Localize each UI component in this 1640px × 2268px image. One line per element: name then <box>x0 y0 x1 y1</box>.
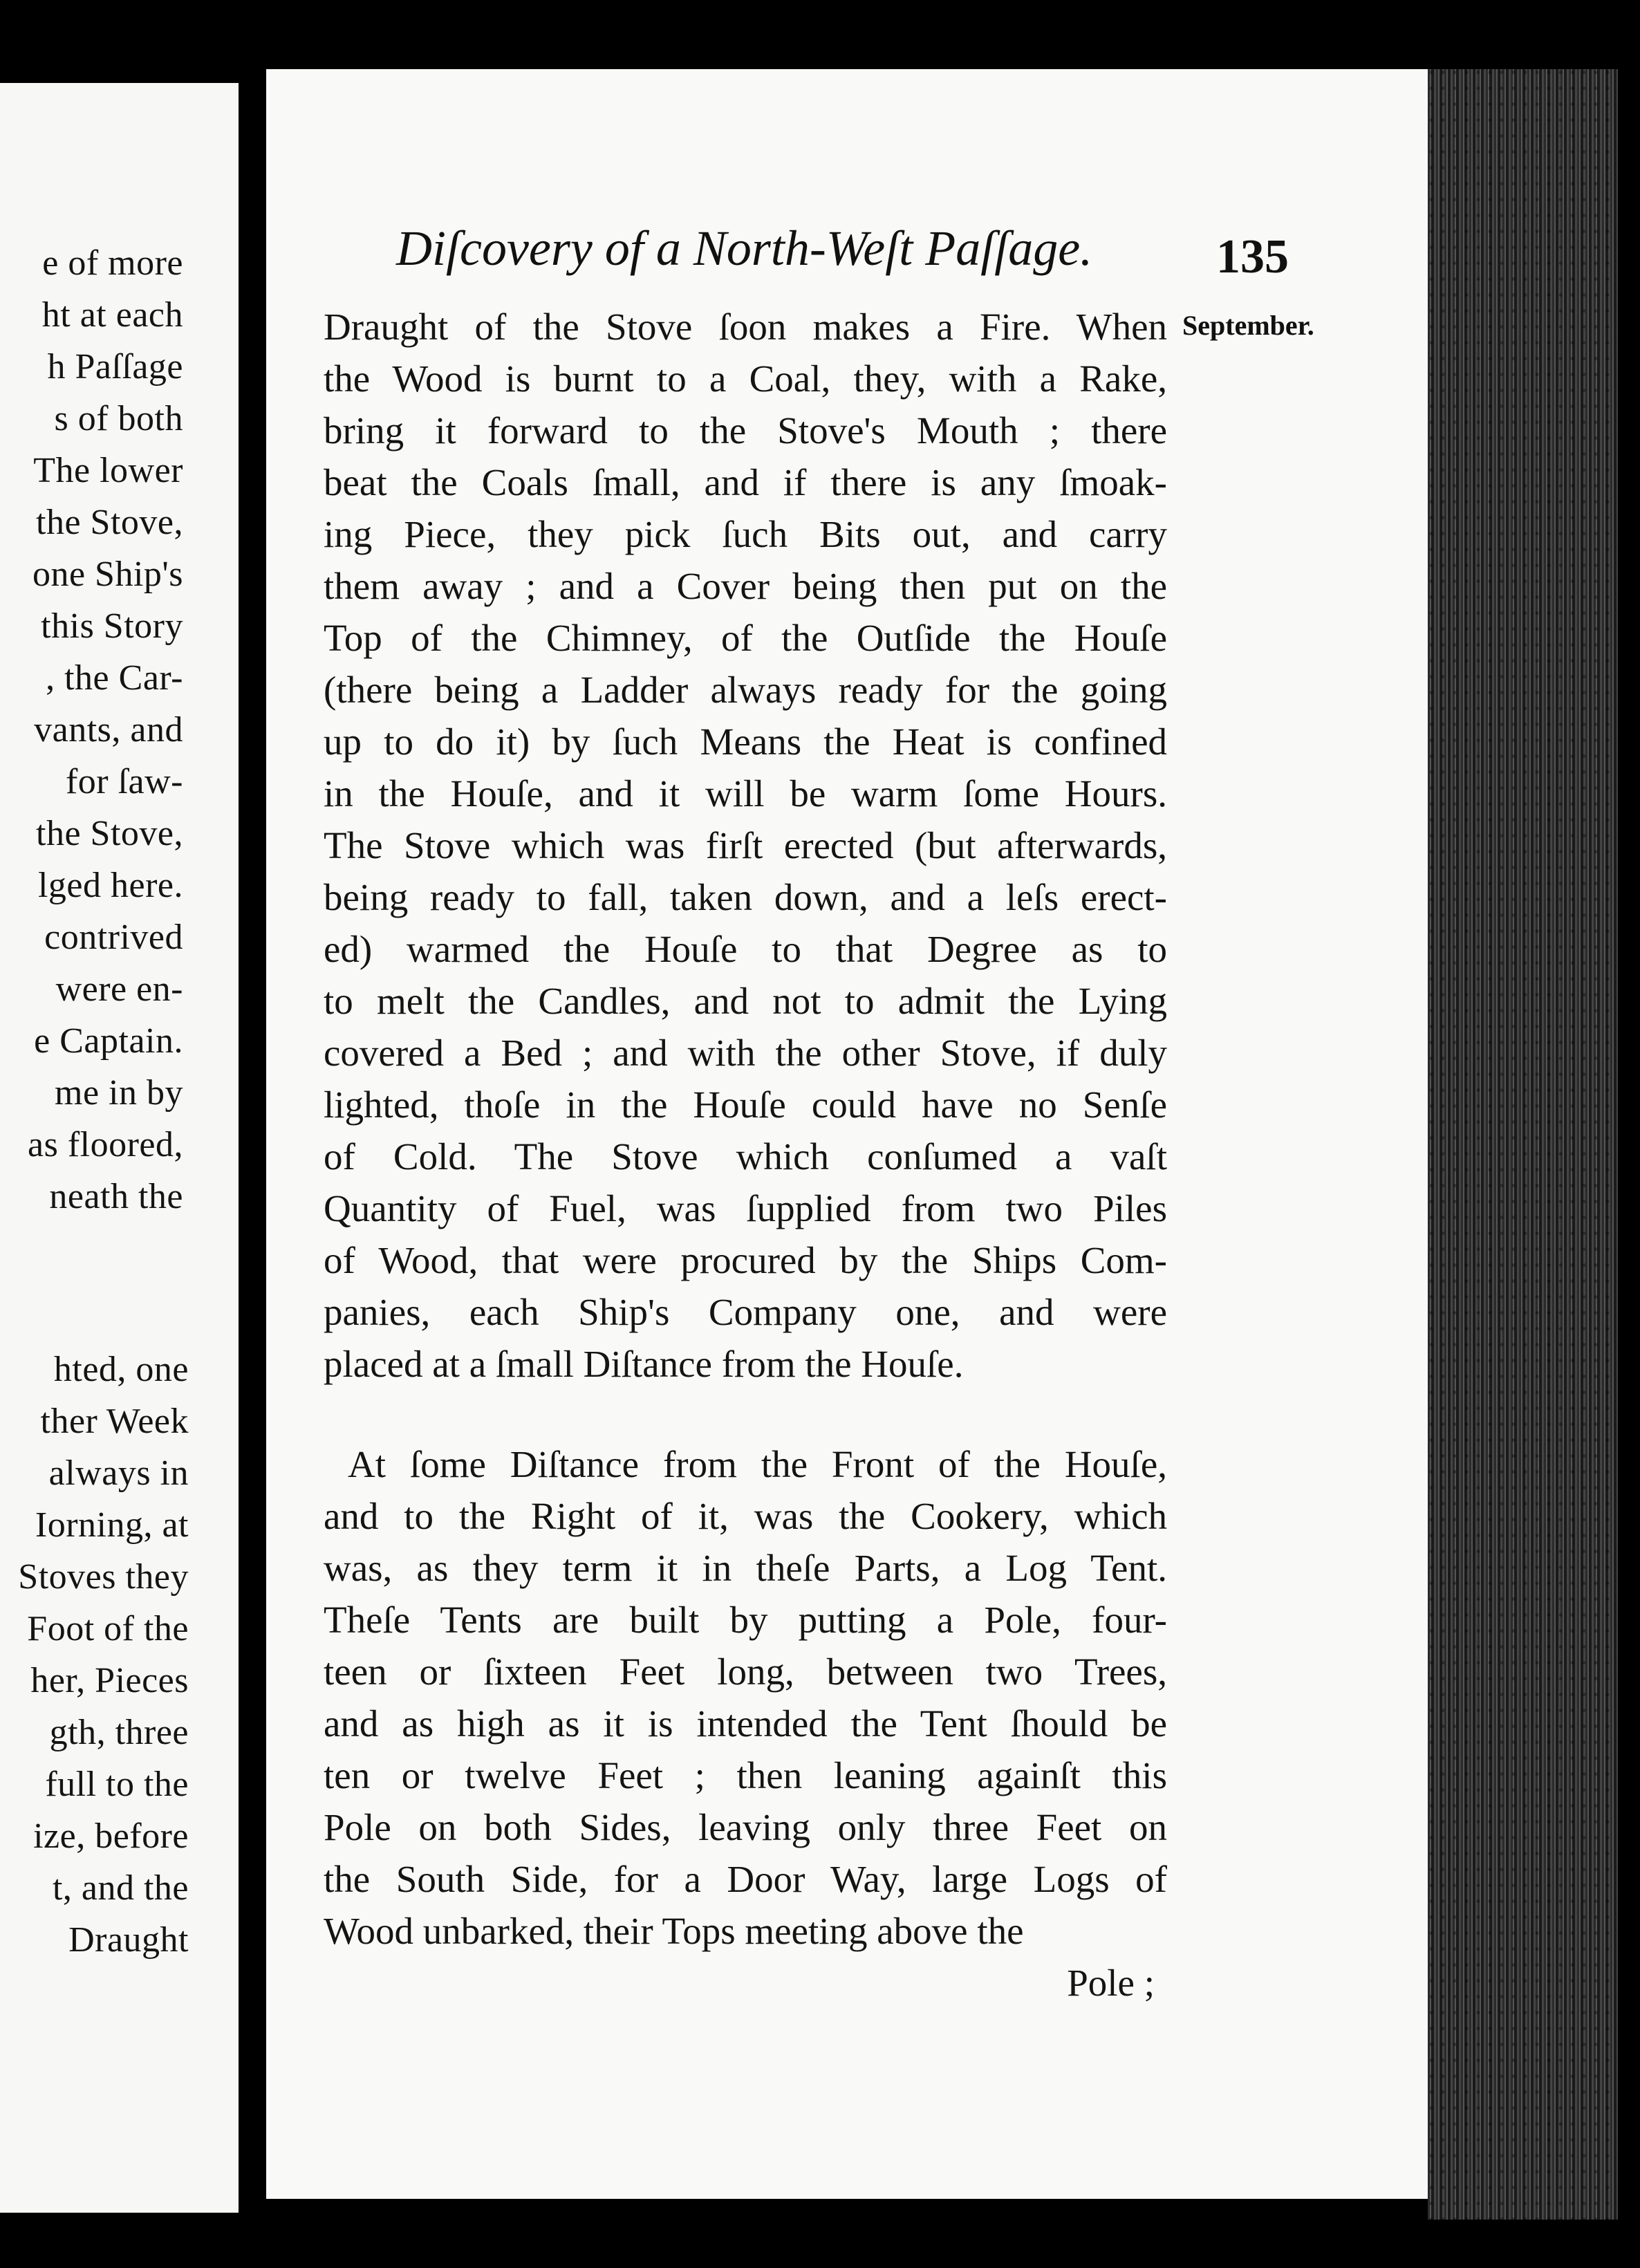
text-line: Quantity of Fuel, was ſupplied from two Piles <box>324 1187 1167 1229</box>
text-line: lighted, thoſe in the Houſe could have no Senſe <box>324 1084 1167 1126</box>
text-line: ing Piece, they pick ſuch Bits out, and carry <box>324 513 1167 555</box>
text-line: being ready to fall, taken down, and a leſs erect- <box>324 876 1167 918</box>
left-page-line-fragment: , the Car- <box>46 658 183 698</box>
text-line: teen or ſixteen Feet long, between two Trees, <box>324 1651 1167 1693</box>
text-line: Draught of the Stove ſoon makes a Fire. When <box>324 306 1167 348</box>
left-page-line-fragment: s of both <box>54 399 183 438</box>
text-line: them away ; and a Cover being then put on the <box>324 565 1167 607</box>
left-facing-page <box>0 83 239 2213</box>
left-page-line-fragment: neath the <box>49 1177 183 1216</box>
left-page-line-fragment: as floored, <box>28 1125 183 1164</box>
left-page-line-fragment: e Captain. <box>34 1021 183 1061</box>
left-page-line-fragment: this Story <box>41 606 183 646</box>
text-line: panies, each Ship's Company one, and were <box>324 1291 1167 1333</box>
left-page-line-fragment: Draught <box>68 1920 189 1960</box>
page-edges <box>1428 69 1618 2220</box>
page-number: 135 <box>1216 230 1289 284</box>
left-page-line-fragment: one Ship's <box>32 555 183 594</box>
left-page-line-fragment: contrived <box>44 918 183 957</box>
left-page-line-fragment: the Stove, <box>36 814 183 853</box>
left-page-line-fragment: the Stove, <box>36 503 183 542</box>
left-page-line-fragment: for ſaw- <box>65 762 183 801</box>
text-line: ten or twelve Feet ; then leaning againſt this <box>324 1754 1167 1796</box>
left-page-line-fragment: ize, before <box>33 1816 189 1856</box>
left-page-line-fragment: ht at each <box>41 295 183 335</box>
left-page-line-fragment: The lower <box>33 451 183 490</box>
left-page-line-fragment: lged here. <box>37 866 183 905</box>
text-line: of Wood, that were procured by the Ships Com- <box>324 1239 1167 1281</box>
text-line: At ſome Diſtance from the Front of the Houſe, <box>348 1443 1167 1485</box>
text-line: ed) warmed the Houſe to that Degree as to <box>324 928 1167 970</box>
text-line: The Stove which was firſt erected (but afterwards, <box>324 824 1167 866</box>
left-page-line-fragment: ther Week <box>40 1402 189 1441</box>
text-line: of Cold. The Stove which conſumed a vaſt <box>324 1135 1167 1178</box>
left-page-line-fragment: gth, three <box>49 1713 189 1752</box>
text-line: bring it forward to the Stove's Mouth ; there <box>324 409 1167 452</box>
left-page-line-fragment: hted, one <box>53 1350 189 1389</box>
text-line: to melt the Candles, and not to admit the Lying <box>324 980 1167 1022</box>
left-page-line-fragment: me in by <box>55 1073 183 1113</box>
text-line: the South Side, for a Door Way, large Logs of <box>324 1858 1167 1900</box>
running-header: Diſcovery of a North-Weſt Paſſage. <box>396 221 1093 276</box>
left-page-line-fragment: vants, and <box>34 710 183 750</box>
text-line: was, as they term it in theſe Parts, a Log Tent. <box>324 1547 1167 1589</box>
left-page-line-fragment: her, Pieces <box>30 1661 189 1700</box>
left-page-line-fragment: e of more <box>42 243 183 283</box>
text-line: up to do it) by ſuch Means the Heat is confined <box>324 721 1167 763</box>
left-page-line-fragment: Foot of the <box>27 1609 189 1648</box>
left-page-line-fragment: full to the <box>45 1765 189 1804</box>
book-page <box>266 69 1428 2199</box>
left-page-line-fragment: always in <box>48 1453 189 1493</box>
text-line: the Wood is burnt to a Coal, they, with a Rake, <box>324 357 1167 400</box>
text-line: Pole on both Sides, leaving only three Feet on <box>324 1806 1167 1848</box>
catchword: Pole ; <box>1067 1962 1155 2004</box>
text-line: and to the Right of it, was the Cookery, which <box>324 1495 1167 1537</box>
text-line: placed at a ſmall Diſtance from the Houſe. <box>324 1343 964 1385</box>
left-page-line-fragment: Stoves they <box>18 1557 189 1597</box>
text-line: Theſe Tents are built by putting a Pole, four- <box>324 1599 1167 1641</box>
left-page-line-fragment: h Paſſage <box>47 347 183 387</box>
text-line: beat the Coals ſmall, and if there is any ſmoak- <box>324 461 1167 503</box>
text-line: covered a Bed ; and with the other Stove, if duly <box>324 1032 1167 1074</box>
text-line: Wood unbarked, their Tops meeting above the <box>324 1910 1024 1952</box>
left-page-line-fragment: Iorning, at <box>35 1505 189 1545</box>
left-page-line-fragment: t, and the <box>52 1868 189 1908</box>
gutter <box>239 69 266 2220</box>
left-page-line-fragment: were en- <box>55 969 183 1009</box>
text-line: (there being a Ladder always ready for the going <box>324 669 1167 711</box>
text-line: Top of the Chimney, of the Outſide the Houſe <box>324 617 1167 659</box>
text-line: in the Houſe, and it will be warm ſome Hours. <box>324 772 1167 815</box>
marginal-note: September. <box>1182 310 1314 341</box>
text-line: and as high as it is intended the Tent ſhould be <box>324 1702 1167 1745</box>
